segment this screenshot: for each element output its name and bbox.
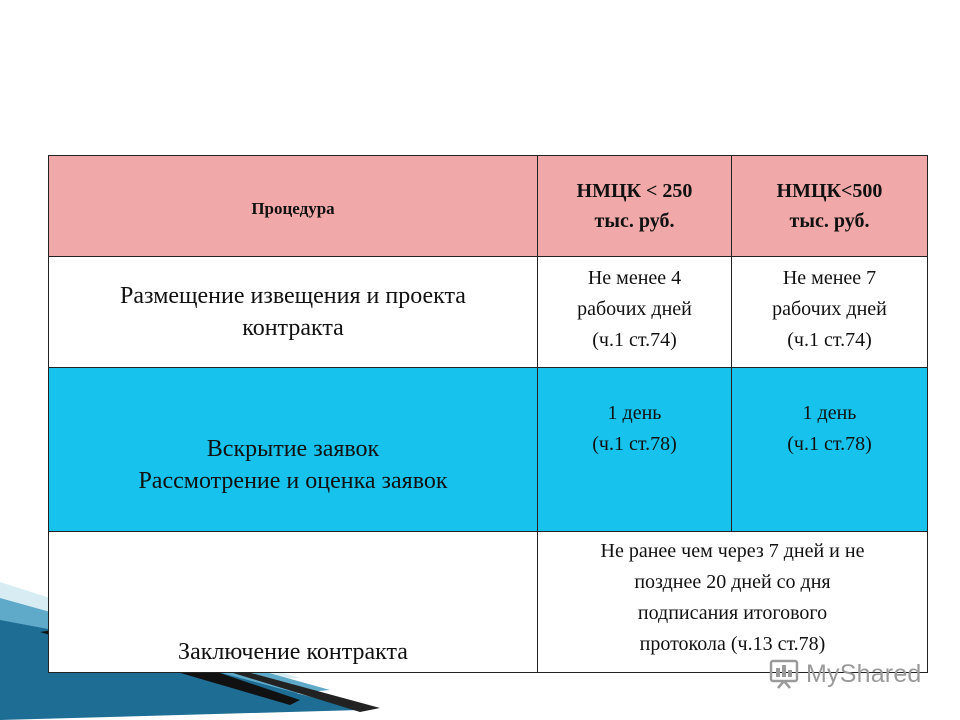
row-opening-col3-line-1: 1 день xyxy=(802,402,857,424)
table-row-placement xyxy=(49,257,928,368)
row-placement-col3-line-2: рабочих дней xyxy=(772,298,887,320)
row-conclusion-merged-line-4: протокола (ч.13 ст.78) xyxy=(639,633,826,655)
row-opening-col2-line-1: 1 день xyxy=(607,402,662,424)
table-header-row xyxy=(49,156,928,257)
header-nmck-250 xyxy=(538,156,732,257)
row-placement-label-line-1: Размещение извещения и проекта xyxy=(120,283,466,309)
header-nmck-250-line-1: НМЦК < 250 xyxy=(576,180,693,202)
table-row-conclusion xyxy=(49,532,928,673)
row-conclusion-merged xyxy=(538,532,928,673)
procedure-table xyxy=(48,155,928,673)
row-opening-label-line-1: Вскрытие заявок xyxy=(206,435,380,462)
row-placement-col2-line-1: Не менее 4 xyxy=(587,267,682,289)
header-procedure: Процедура xyxy=(49,156,538,257)
row-opening-col2 xyxy=(538,368,732,532)
row-conclusion-label xyxy=(49,532,538,673)
row-conclusion-merged-line-2: позднее 20 дней со дня xyxy=(634,571,831,593)
row-placement-col3-line-3: (ч.1 ст.74) xyxy=(787,329,872,351)
presentation-board-icon xyxy=(768,658,800,690)
row-opening-col3 xyxy=(732,368,928,532)
row-conclusion-merged-line-1: Не ранее чем через 7 дней и не xyxy=(600,540,865,562)
row-placement-col3 xyxy=(732,257,928,368)
row-placement-label xyxy=(49,257,538,368)
row-opening-col3-line-2: (ч.1 ст.78) xyxy=(787,433,872,455)
row-opening-label xyxy=(49,368,538,532)
row-placement-col2-line-2: рабочих дней xyxy=(577,298,692,320)
row-conclusion-merged-line-3: подписания итогового xyxy=(637,602,828,624)
row-placement-col2 xyxy=(538,257,732,368)
header-nmck-500-line-1: НМЦК<500 xyxy=(776,180,883,202)
header-nmck-500 xyxy=(732,156,928,257)
header-nmck-500-line-2: тыс. руб. xyxy=(789,210,870,232)
row-opening-col2-line-2: (ч.1 ст.78) xyxy=(592,433,677,455)
watermark-text: MyShared xyxy=(806,659,922,688)
row-placement-col2-line-3: (ч.1 ст.74) xyxy=(592,329,677,351)
header-nmck-250-line-2: тыс. руб. xyxy=(594,210,675,232)
row-placement-col3-line-1: Не менее 7 xyxy=(782,267,877,289)
row-opening-label-line-2: Рассмотрение и оценка заявок xyxy=(138,467,448,494)
table-row-opening xyxy=(49,368,928,532)
row-conclusion-label-line-1: Заключение контракта xyxy=(178,639,408,665)
row-placement-label-line-2: контракта xyxy=(242,315,344,341)
watermark xyxy=(768,657,922,691)
